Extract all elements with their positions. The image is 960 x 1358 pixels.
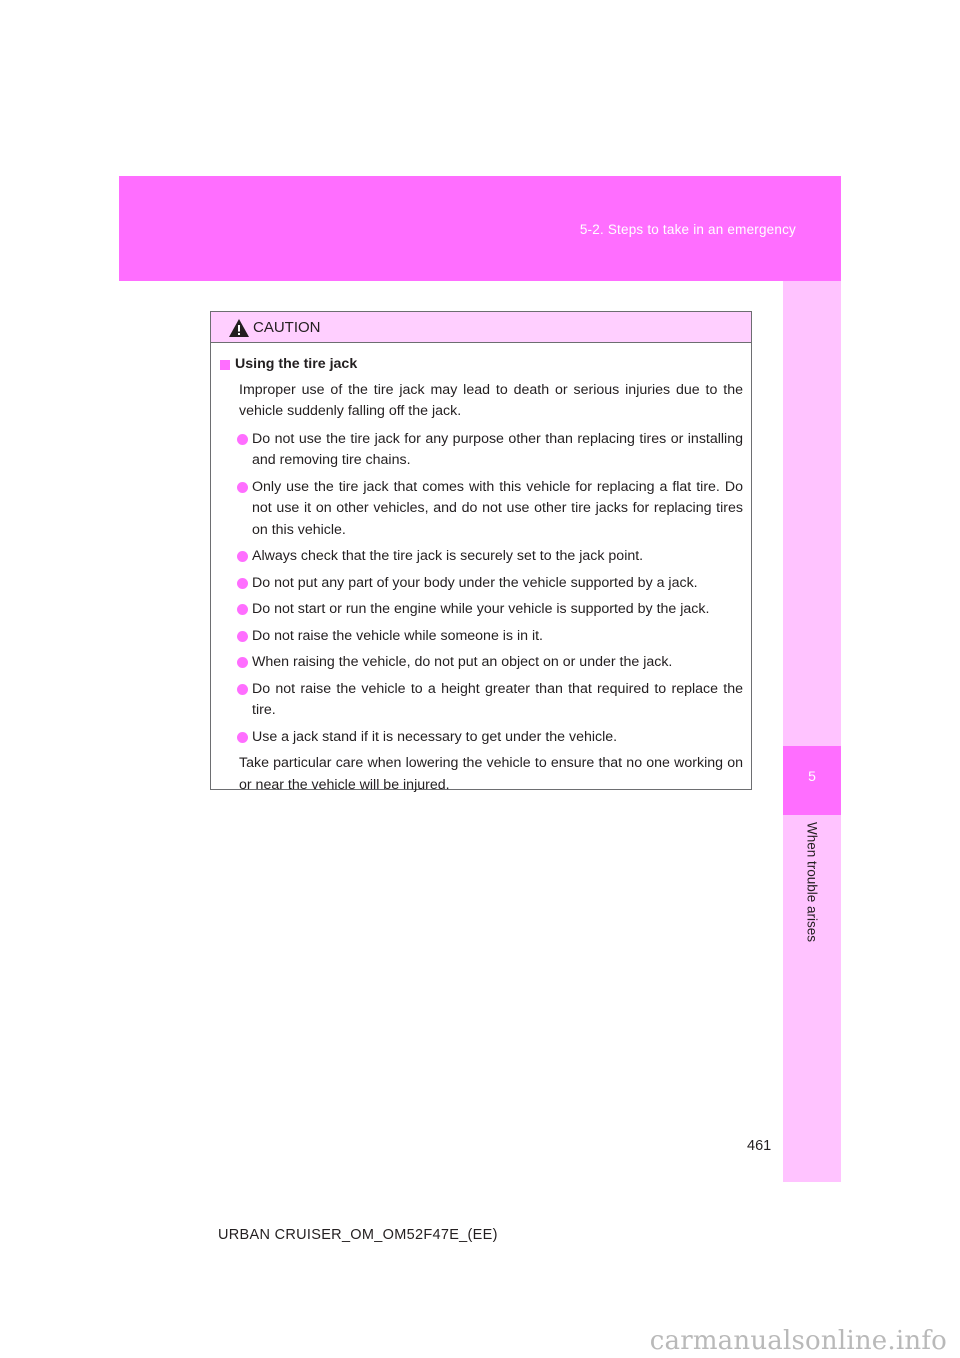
bullet-dot-icon bbox=[237, 578, 248, 589]
bullet-dot-icon bbox=[237, 684, 248, 695]
bullet-dot-icon bbox=[237, 604, 248, 615]
list-item-text: Use a jack stand if it is necessary to get under the vehicle. bbox=[252, 728, 618, 745]
watermark-text[interactable]: carmanualsonline.info bbox=[649, 1326, 947, 1356]
side-tab-strip bbox=[783, 281, 841, 1182]
list-item-text: When raising the vehicle, do not put an object on or under the jack. bbox=[252, 654, 673, 670]
chapter-number: 5 bbox=[808, 768, 816, 784]
watermark-bar bbox=[0, 1322, 960, 1358]
section-heading-text: Using the tire jack bbox=[235, 356, 358, 372]
list-item-text: Do not put any part of your body under the vehicle supported by a jack. bbox=[252, 574, 698, 591]
caution-section-heading bbox=[220, 354, 743, 376]
list-item-text: Do not raise the vehicle while someone is in it. bbox=[252, 627, 543, 644]
list-item-text: Always check that the tire jack is securely set to the jack point. bbox=[252, 548, 644, 564]
list-item bbox=[220, 626, 743, 648]
caution-intro: Improper use of the tire jack may lead to death or serious injuries due to the vehicle suddenly falling off the jack. bbox=[239, 381, 743, 419]
list-item bbox=[220, 727, 743, 749]
list-item bbox=[220, 679, 743, 722]
bullet-dot-icon bbox=[237, 657, 248, 668]
list-item-text: Only use the tire jack that comes with this vehicle for replacing a flat tire. Do not use it on other vehicles, and do not use other tire jacks for replacing tires on this vehicle. bbox=[252, 478, 743, 538]
list-item bbox=[220, 599, 743, 621]
list-item bbox=[220, 477, 743, 542]
section-title: 5-2. Steps to take in an emergency bbox=[579, 222, 796, 237]
page-number: 461 bbox=[747, 1138, 772, 1154]
footer-code: URBAN CRUISER_OM_OM52F47E_(EE) bbox=[218, 1227, 498, 1243]
list-item bbox=[220, 573, 743, 595]
caution-header bbox=[211, 312, 751, 343]
header-band bbox=[119, 176, 841, 281]
caution-title: CAUTION bbox=[253, 319, 321, 336]
list-item bbox=[220, 429, 743, 472]
square-bullet-icon bbox=[220, 360, 230, 370]
list-item bbox=[220, 652, 743, 674]
bullet-dot-icon bbox=[237, 732, 248, 743]
caution-box bbox=[210, 311, 752, 793]
bullet-dot-icon bbox=[237, 551, 248, 562]
bullet-dot-icon bbox=[237, 434, 248, 445]
list-item-text: Do not start or run the engine while your vehicle is supported by the jack. bbox=[252, 601, 710, 617]
chapter-label: When trouble arises bbox=[804, 821, 820, 943]
list-item-text: Do not raise the vehicle to a height greater than that required to replace the tire. bbox=[252, 680, 743, 718]
caution-body bbox=[211, 343, 751, 796]
bullet-dot-icon bbox=[237, 631, 248, 642]
caution-closing: Take particular care when lowering the vehicle to ensure that no one working on or near the vehicle will be injured. bbox=[239, 755, 743, 793]
list-item bbox=[220, 546, 743, 568]
list-item-text: Do not use the tire jack for any purpose other than replacing tires or installing and removing tire chains. bbox=[252, 430, 743, 468]
chapter-tab[interactable] bbox=[783, 746, 841, 815]
warning-icon bbox=[228, 318, 250, 338]
caution-list bbox=[220, 429, 743, 749]
bullet-dot-icon bbox=[237, 482, 248, 493]
